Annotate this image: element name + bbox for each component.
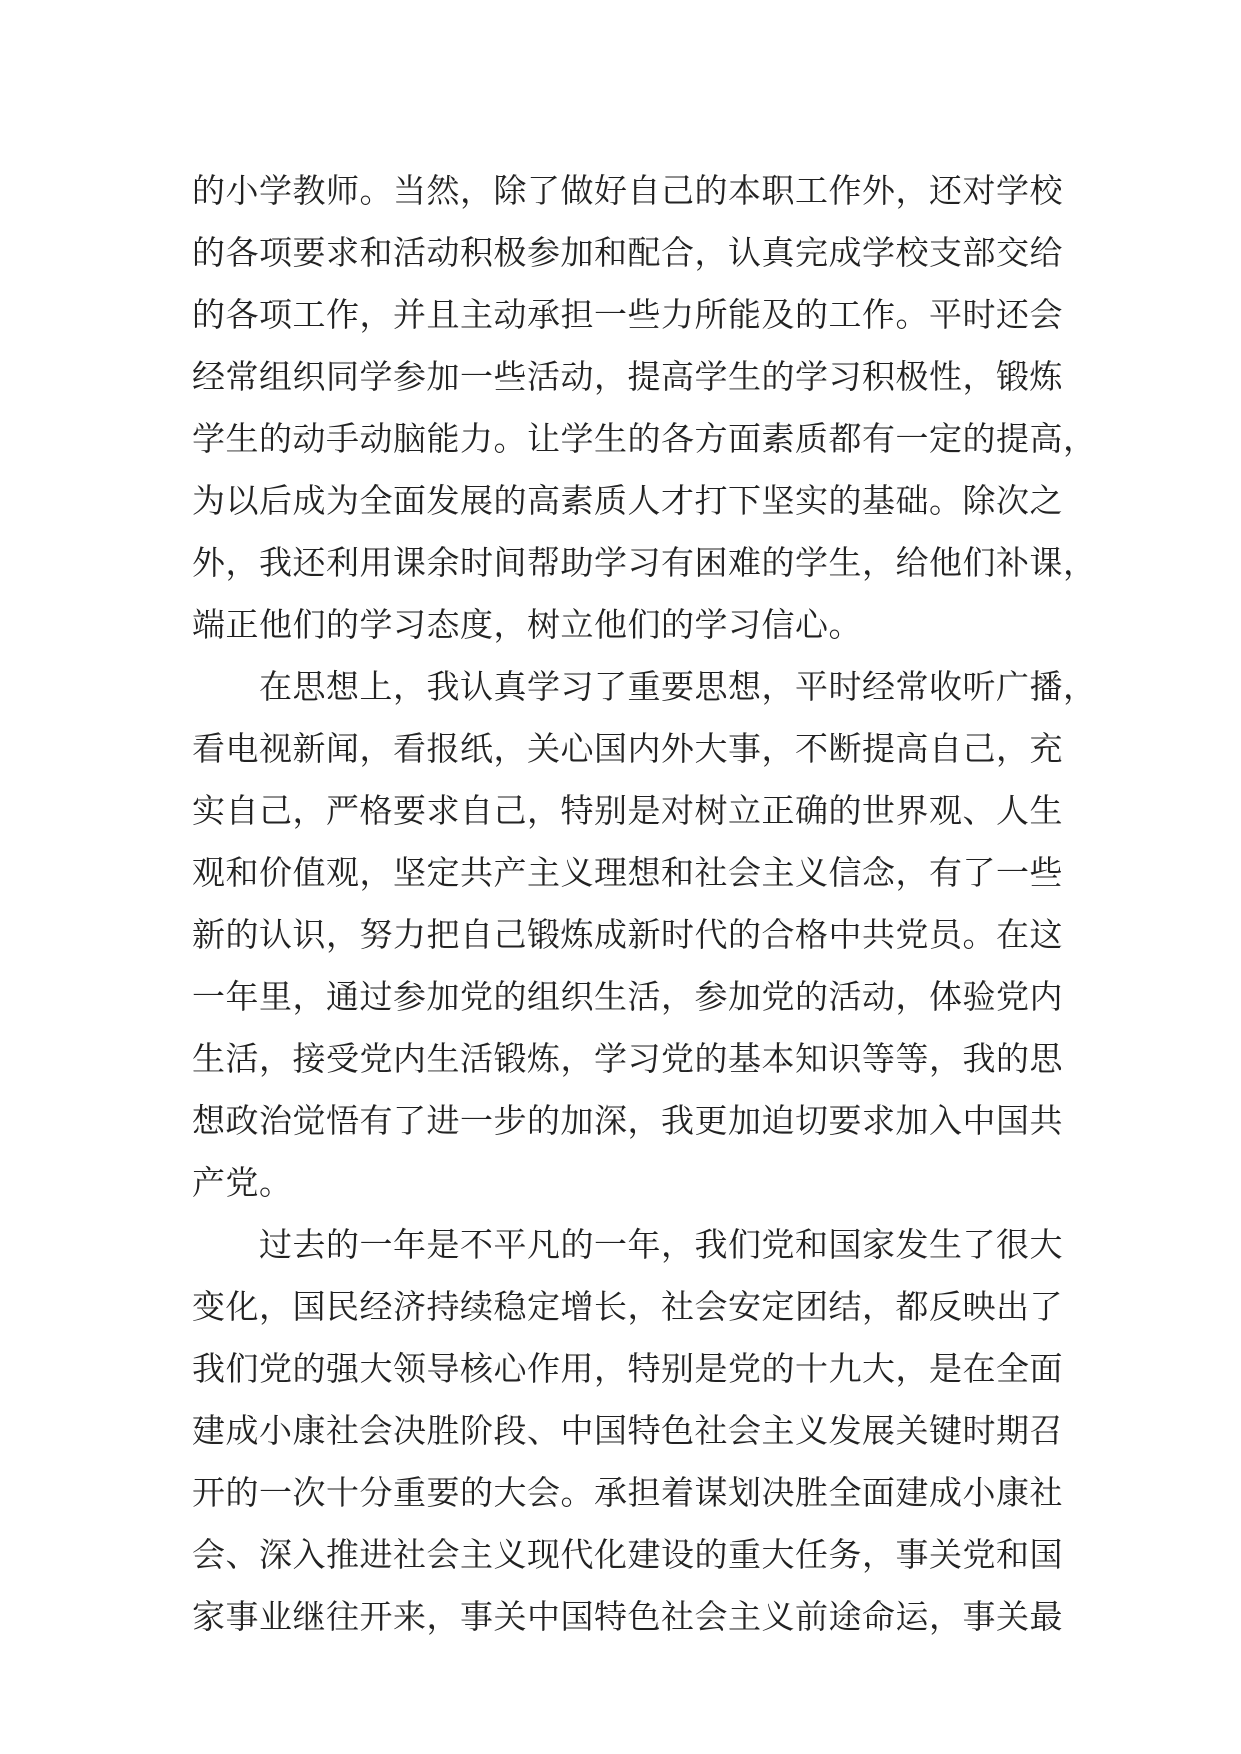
paragraph-3 [192,1214,1063,1648]
text-line: 看电视新闻，看报纸，关心国内外大事，不断提高自己，充 [192,729,1063,768]
text-line: 学生的动手动脑能力。让学生的各方面素质都有一定的提高， [192,419,1097,458]
text-line: 变化，国民经济持续稳定增长，社会安定团结，都反映出了 [192,1287,1063,1326]
text-line: 在思想上，我认真学习了重要思想，平时经常收听广播， [192,667,1097,706]
text-line: 生活，接受党内生活锻炼，学习党的基本知识等等，我的思 [192,1039,1063,1078]
text-line: 开的一次十分重要的大会。承担着谋划决胜全面建成小康社 [192,1473,1063,1512]
text-line: 实自己，严格要求自己，特别是对树立正确的世界观、人生 [192,791,1063,830]
text-line: 经常组织同学参加一些活动，提高学生的学习积极性，锻炼 [192,357,1063,396]
text-line: 的小学教师。当然，除了做好自己的本职工作外，还对学校 [192,171,1063,210]
paragraph-1 [192,160,1097,656]
text-line: 端正他们的学习态度，树立他们的学习信心。 [192,605,862,644]
text-line: 一年里，通过参加党的组织生活，参加党的活动，体验党内 [192,977,1063,1016]
text-line: 我们党的强大领导核心作用，特别是党的十九大，是在全面 [192,1349,1063,1388]
text-line: 家事业继往开来，事关中国特色社会主义前途命运，事关最 [192,1597,1063,1636]
document-body [192,160,1097,1648]
text-line: 外，我还利用课余时间帮助学习有困难的学生，给他们补课， [192,543,1097,582]
text-line: 的各项工作，并且主动承担一些力所能及的工作。平时还会 [192,295,1063,334]
text-line: 建成小康社会决胜阶段、中国特色社会主义发展关键时期召 [192,1411,1063,1450]
text-line: 新的认识，努力把自己锻炼成新时代的合格中共党员。在这 [192,915,1063,954]
paragraph-2 [192,656,1097,1214]
text-line: 过去的一年是不平凡的一年，我们党和国家发生了很大 [192,1225,1063,1264]
text-line: 想政治觉悟有了进一步的加深，我更加迫切要求加入中国共 [192,1101,1063,1140]
text-line: 的各项要求和活动积极参加和配合，认真完成学校支部交给 [192,233,1063,272]
text-line: 观和价值观，坚定共产主义理想和社会主义信念，有了一些 [192,853,1063,892]
text-line: 会、深入推进社会主义现代化建设的重大任务，事关党和国 [192,1535,1063,1574]
text-line: 产党。 [192,1163,293,1202]
text-line: 为以后成为全面发展的高素质人才打下坚实的基础。除次之 [192,481,1063,520]
